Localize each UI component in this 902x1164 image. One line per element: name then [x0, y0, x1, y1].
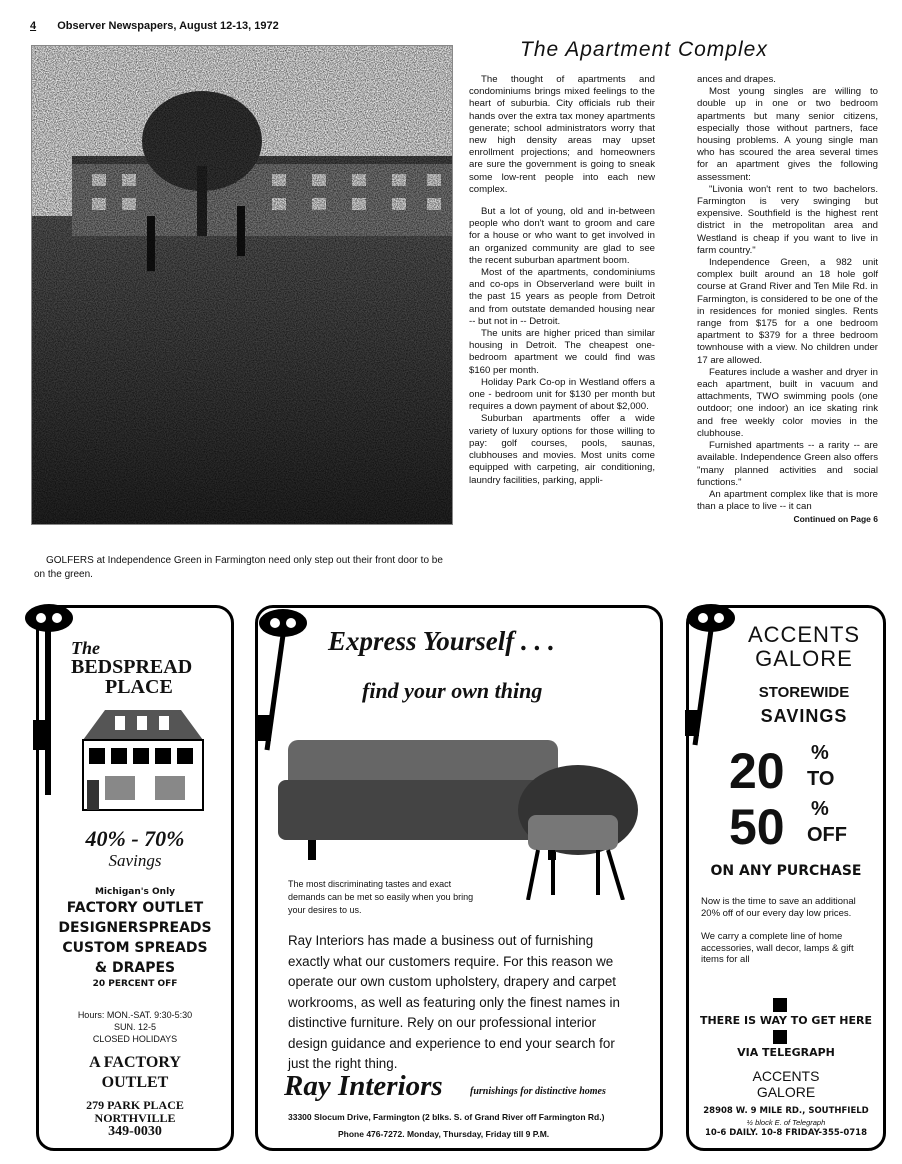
paragraph: Suburban apartments offer a wide variety of luxury options for those willing to pay: golf courses, pools, saunas, clubhouses and movies. Most units come equipped with carpeting, air conditioning, laundry facilities, parking, appli-: [469, 413, 655, 486]
logo-small-1: ACCENTS: [752, 1068, 820, 1084]
savings: SAVINGS: [760, 706, 848, 726]
ad-ray-interiors: [255, 605, 663, 1151]
to-label: TO: [807, 768, 835, 790]
hours-phone: 10-6 DAILY. 10-8 FRIDAY-355-0718: [705, 1128, 867, 1138]
bullet-icon: [773, 998, 787, 1012]
hours-1: Hours: MON.-SAT. 9:30-5:30: [77, 1010, 193, 1020]
address: 28908 W. 9 MILE RD., SOUTHFIELD: [703, 1106, 869, 1116]
tagline: furnishings for distinctive homes: [470, 1086, 606, 1097]
bullet-icon: [773, 1030, 787, 1044]
hours-2: SUN. 12-5: [113, 1022, 157, 1032]
paragraph: The units are higher priced than similar housing in Detroit. The cheapest one-bedroom apartment we could find was $160 per month.: [469, 328, 655, 376]
storewide: STOREWIDE: [758, 684, 850, 701]
photo-caption: GOLFERS at Independence Green in Farmington need only step out their front door to be on the green.: [34, 555, 443, 580]
continued-note: Continued on Page 6: [793, 514, 878, 525]
brand-name-2: PLACE: [105, 676, 173, 698]
article-title: The Apartment Complex: [520, 38, 768, 61]
paragraph: Furnished apartments -- a rarity -- are available. Independence Green also offers "many planned activities and social functions.": [697, 440, 878, 488]
paragraph: Features include a washer and dryer in each apartment, built in vacuum and attachments, TWO swimming pools (one outdoor; one indoor) an ice skating rink and free weekly color movies in the clubhouse.: [697, 366, 878, 439]
line-4: & DRAPES: [94, 960, 176, 976]
paragraph: "Livonia won't rent to two bachelors. Farmington is very swinging but expensive. Southfield is the highest rent district in the metropolitan area and Westland is cheap if you want to live in farm country.": [697, 183, 878, 256]
address: 33300 Slocum Drive, Farmington (2 blks. S. of Grand River off Farmington Rd.): [288, 1112, 605, 1122]
address-2: NORTHVILLE: [94, 1111, 176, 1125]
line-2: DESIGNERSPREADS: [58, 920, 212, 936]
page-header: [30, 20, 279, 32]
hours-3: CLOSED HOLIDAYS: [92, 1034, 178, 1044]
any-purchase: ON ANY PURCHASE: [710, 863, 862, 879]
paragraph: Most of the apartments, condominiums and co-ops in Observerland were built in the past 15 years as people from Detroit and from outstate demanded housing near -- but not in -- Detroit.: [469, 267, 655, 327]
discount: 40% - 70%: [85, 826, 185, 851]
line-5: 20 PERCENT OFF: [92, 979, 178, 989]
sofa-chair-icon: [278, 720, 648, 900]
line-1: FACTORY OUTLET: [66, 900, 204, 916]
store-building-icon: [75, 700, 211, 812]
brand-name: Ray Interiors: [284, 1070, 443, 1102]
phone-hours: Phone 476-7272. Monday, Thursday, Friday till 9 P.M.: [338, 1129, 550, 1139]
logo-small-2: GALORE: [756, 1084, 816, 1100]
brand-name-1: ACCENTS: [747, 622, 861, 647]
factory-outlet-1: A FACTORY: [89, 1054, 181, 1071]
factory-outlet-2: OUTLET: [101, 1074, 169, 1091]
subheadline: find your own thing: [362, 678, 543, 703]
paragraph: Holiday Park Co-op in Westland offers a one - bedroom unit for $130 per month but requires a down payment of about $2,000.: [469, 376, 655, 413]
ad-accents-galore: [686, 605, 886, 1151]
percent-sign: %: [811, 742, 829, 764]
ad-bedspread-place: [36, 605, 234, 1151]
paragraph: An apartment complex like that is more than a place to live -- it can: [697, 488, 878, 513]
key-icon: [19, 600, 79, 800]
brand-name-1: BEDSPREAD: [71, 656, 193, 678]
paragraph: Independence Green, a 982 unit complex built around an 18 hole golf course at Grand River and Ten Mile Rd. in Farmington, is considered to be one of the in residences for monied singles. Rents range from $175 for a one bedroom apartment to $379 for a three bedroom townhouse with a view. No children under 17 are allowed.: [697, 257, 878, 366]
off-label: OFF: [807, 824, 847, 846]
article-column-1: [469, 74, 655, 487]
line-3: CUSTOM SPREADS: [62, 940, 208, 956]
article-column-2: [697, 74, 878, 526]
paragraph: But a lot of young, old and in-between people who don't want to groom and care for a house or who want to get involved in an organized community are glad to see the recent suburban apartment boom.: [469, 206, 655, 266]
headline: Express Yourself . . .: [328, 626, 555, 656]
savings: Savings: [108, 851, 162, 870]
page-number: 4: [30, 20, 37, 32]
small-copy: The most discriminating tastes and exact demands can be met so easily when you bring your desires to us.: [288, 879, 474, 915]
address-note: ½ block E. of Telegraph: [746, 1118, 826, 1127]
way-to-get-here: THERE IS WAY TO GET HERE: [699, 1014, 873, 1027]
via-telegraph: VIA TELEGRAPH: [737, 1046, 835, 1059]
body-2: We carry a complete line of home accessories, wall decor, lamps & gift items for all: [701, 931, 854, 965]
article-photo: [31, 45, 453, 525]
body-copy: Ray Interiors has made a business out of furnishing exactly what our customers require. For this reason we operate our own custom upholstery, drapery and carpet workrooms, as well as featuring only the finest names in distinctive furniture. Rely on our professional interior design guidance and experience to end your search for just the right thing.: [288, 933, 620, 1071]
phone: 349-0030: [108, 1124, 162, 1139]
paragraph: Most young singles are willing to double up in one or two bedroom apartments but many senior citizens, especially those without partners, face housing problems. A young single man who has scoured the area several times for an apartment gives the following assessment:: [697, 86, 878, 183]
discount-min: 20: [729, 743, 785, 799]
paragraph: ances and drapes.: [697, 74, 776, 85]
michigans-only: Michigan's Only: [94, 887, 176, 897]
paragraph: The thought of apartments and condominiums brings mixed feelings to the heart of suburbia. City officials rub their hands over the extra tax money apartments generate; school administrators worry that new high density areas may upset enrollment projections; and homeowners are sure the government is going to sneak some low-rent people into each new complex.: [469, 74, 655, 195]
discount-max: 50: [729, 799, 785, 855]
percent-sign: %: [811, 798, 829, 820]
brand-the: The: [71, 638, 100, 658]
masthead: Observer Newspapers, August 12-13, 1972: [57, 20, 279, 32]
brand-name-2: GALORE: [755, 646, 853, 671]
address-1: 279 PARK PLACE: [86, 1098, 184, 1112]
body-1: Now is the time to save an additional 20% off of our every day low prices.: [701, 896, 856, 919]
